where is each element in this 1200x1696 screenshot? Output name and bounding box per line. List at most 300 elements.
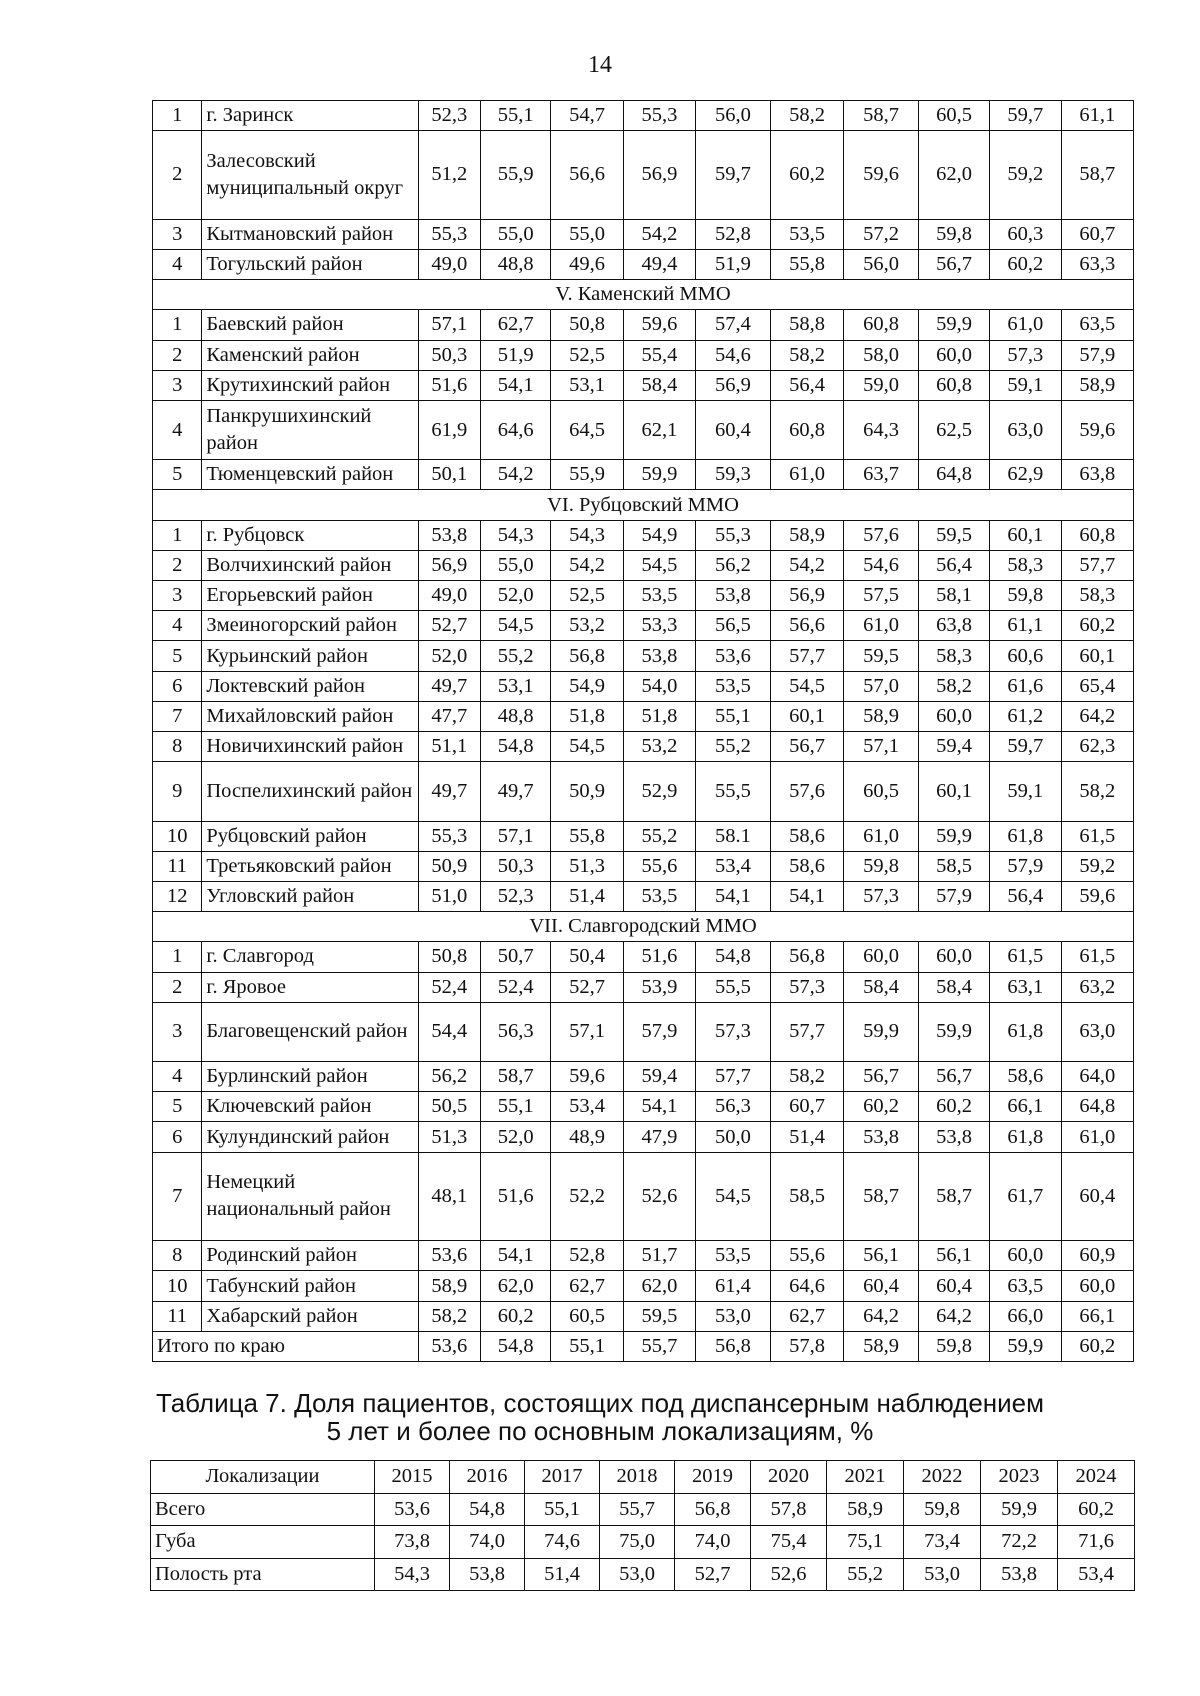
value-cell: 53,8 [623, 641, 695, 671]
value-cell: 59,2 [1061, 851, 1134, 881]
value-cell: 52,4 [481, 972, 551, 1002]
value-cell: 47,9 [623, 1122, 695, 1152]
value-cell: 53,6 [696, 641, 771, 671]
value-cell: 54,7 [551, 101, 623, 131]
value-cell: 56,8 [696, 1331, 771, 1361]
value-cell: 55,1 [696, 701, 771, 731]
value-cell: 57,9 [990, 851, 1061, 881]
value-cell: 60,4 [844, 1271, 919, 1301]
section-title: VI. Рубцовский ММО [153, 490, 1134, 520]
value-cell: 57,3 [990, 340, 1061, 370]
year-header: 2023 [981, 1461, 1058, 1494]
value-cell: 74,6 [525, 1526, 600, 1559]
value-cell: 58,2 [418, 1301, 481, 1331]
value-cell: 53,8 [450, 1558, 525, 1591]
value-cell: 54,2 [770, 550, 844, 580]
total-label: Итого по краю [153, 1331, 419, 1361]
value-cell: 57,7 [1061, 550, 1134, 580]
value-cell: 54,8 [481, 731, 551, 761]
value-cell: 60,0 [918, 340, 989, 370]
value-cell: 57,6 [844, 520, 919, 550]
value-cell: 49,0 [418, 581, 481, 611]
value-cell: 58,2 [770, 340, 844, 370]
value-cell: 64,2 [1061, 701, 1134, 731]
value-cell: 53,5 [623, 881, 695, 911]
value-cell: 66,0 [990, 1301, 1061, 1331]
value-cell: 59,1 [990, 370, 1061, 400]
value-cell: 58,7 [1061, 131, 1134, 220]
value-cell: 58,2 [770, 101, 844, 131]
value-cell: 58,9 [418, 1271, 481, 1301]
district-name: Кулундинский район [202, 1122, 418, 1152]
value-cell: 51,8 [551, 701, 623, 731]
value-cell: 63,5 [1061, 310, 1134, 340]
value-cell: 61,8 [990, 821, 1061, 851]
district-name: Табунский район [202, 1271, 418, 1301]
value-cell: 61,0 [990, 310, 1061, 340]
value-cell: 55,1 [481, 1092, 551, 1122]
value-cell: 54,6 [844, 550, 919, 580]
value-cell: 60,5 [918, 101, 989, 131]
value-cell: 65,4 [1061, 671, 1134, 701]
district-name: Рубцовский район [202, 821, 418, 851]
row-number: 5 [153, 460, 202, 490]
table-row [153, 972, 1134, 1002]
value-cell: 57,6 [770, 762, 844, 821]
value-cell: 60,0 [1061, 1271, 1134, 1301]
value-cell: 57,7 [770, 1002, 844, 1061]
district-name: Тогульский район [202, 249, 418, 279]
value-cell: 55,3 [418, 821, 481, 851]
value-cell: 60,2 [918, 1092, 989, 1122]
value-cell: 51,0 [418, 881, 481, 911]
localization-label: Всего [151, 1493, 375, 1526]
value-cell: 60,9 [1061, 1241, 1134, 1271]
value-cell: 60,4 [696, 400, 771, 459]
value-cell: 53,8 [844, 1122, 919, 1152]
year-header: 2015 [375, 1461, 450, 1494]
value-cell: 60,0 [844, 942, 919, 972]
value-cell: 54,3 [375, 1558, 450, 1591]
value-cell: 52,5 [551, 340, 623, 370]
value-cell: 58.1 [696, 821, 771, 851]
value-cell: 59,6 [1061, 400, 1134, 459]
table-row [151, 1558, 1135, 1591]
value-cell: 55,3 [696, 520, 771, 550]
value-cell: 51,3 [418, 1122, 481, 1152]
district-name: Угловский район [202, 881, 418, 911]
value-cell: 51,4 [551, 881, 623, 911]
value-cell: 61,8 [990, 1122, 1061, 1152]
value-cell: 59,9 [918, 310, 989, 340]
value-cell: 57,3 [770, 972, 844, 1002]
value-cell: 56,1 [918, 1241, 989, 1271]
value-cell: 56,7 [918, 1062, 989, 1092]
value-cell: 58,5 [918, 851, 989, 881]
value-cell: 51,3 [551, 851, 623, 881]
value-cell: 64,2 [918, 1301, 989, 1331]
value-cell: 64,5 [551, 400, 623, 459]
district-name: г. Яровое [202, 972, 418, 1002]
value-cell: 55,0 [551, 219, 623, 249]
value-cell: 48,9 [551, 1122, 623, 1152]
district-name: Змеиногорский район [202, 611, 418, 641]
table-row [153, 1062, 1134, 1092]
value-cell: 54,8 [450, 1493, 525, 1526]
value-cell: 56,6 [551, 131, 623, 220]
value-cell: 57,9 [623, 1002, 695, 1061]
value-cell: 63,7 [844, 460, 919, 490]
value-cell: 61,0 [844, 821, 919, 851]
value-cell: 61,9 [418, 400, 481, 459]
value-cell: 64,8 [918, 460, 989, 490]
row-number: 1 [153, 101, 202, 131]
value-cell: 58,6 [770, 851, 844, 881]
value-cell: 52,3 [418, 101, 481, 131]
value-cell: 59,9 [981, 1493, 1058, 1526]
value-cell: 53,4 [551, 1092, 623, 1122]
value-cell: 58,3 [990, 550, 1061, 580]
row-number: 2 [153, 131, 202, 220]
value-cell: 60,3 [990, 219, 1061, 249]
value-cell: 50,0 [696, 1122, 771, 1152]
value-cell: 53,3 [623, 611, 695, 641]
value-cell: 57,1 [481, 821, 551, 851]
value-cell: 55,5 [696, 762, 771, 821]
value-cell: 55,7 [623, 1331, 695, 1361]
row-number: 7 [153, 1152, 202, 1241]
value-cell: 59,7 [990, 731, 1061, 761]
value-cell: 55,4 [623, 340, 695, 370]
table-row [153, 851, 1134, 881]
value-cell: 59,5 [844, 641, 919, 671]
table-row [153, 101, 1134, 131]
value-cell: 56,3 [481, 1002, 551, 1061]
table-row [153, 1092, 1134, 1122]
table-row [153, 881, 1134, 911]
value-cell: 64,2 [844, 1301, 919, 1331]
value-cell: 53,4 [696, 851, 771, 881]
district-name: Каменский район [202, 340, 418, 370]
table-row [153, 611, 1134, 641]
row-number: 6 [153, 671, 202, 701]
table-row [153, 340, 1134, 370]
value-cell: 59,6 [844, 131, 919, 220]
value-cell: 48,8 [481, 701, 551, 731]
value-cell: 62,9 [990, 460, 1061, 490]
value-cell: 54,3 [551, 520, 623, 550]
value-cell: 52,6 [751, 1558, 827, 1591]
value-cell: 49,6 [551, 249, 623, 279]
value-cell: 57,0 [844, 671, 919, 701]
value-cell: 61,5 [1061, 821, 1134, 851]
value-cell: 61,2 [990, 701, 1061, 731]
value-cell: 53,6 [418, 1241, 481, 1271]
value-cell: 72,2 [981, 1526, 1058, 1559]
value-cell: 59,5 [623, 1301, 695, 1331]
value-cell: 53,1 [551, 370, 623, 400]
value-cell: 61,0 [1061, 1122, 1134, 1152]
value-cell: 59,8 [904, 1493, 981, 1526]
value-cell: 60,1 [770, 701, 844, 731]
value-cell: 55,6 [623, 851, 695, 881]
district-name: Родинский район [202, 1241, 418, 1271]
value-cell: 52,8 [696, 219, 771, 249]
value-cell: 52,5 [551, 581, 623, 611]
table-row [153, 942, 1134, 972]
year-header: 2019 [675, 1461, 751, 1494]
value-cell: 58,8 [770, 310, 844, 340]
value-cell: 56,9 [770, 581, 844, 611]
value-cell: 51,7 [623, 1241, 695, 1271]
value-cell: 62,7 [551, 1271, 623, 1301]
table-row [153, 1122, 1134, 1152]
value-cell: 53,6 [375, 1493, 450, 1526]
value-cell: 55,9 [551, 460, 623, 490]
table-row [153, 1002, 1134, 1061]
value-cell: 58,4 [844, 972, 919, 1002]
table-row [153, 550, 1134, 580]
value-cell: 49,7 [418, 762, 481, 821]
value-cell: 59,4 [623, 1062, 695, 1092]
value-cell: 52,7 [418, 611, 481, 641]
table-row [151, 1526, 1135, 1559]
table-row [153, 460, 1134, 490]
value-cell: 64,3 [844, 400, 919, 459]
value-cell: 60,2 [990, 249, 1061, 279]
value-cell: 55,8 [770, 249, 844, 279]
district-name: Баевский район [202, 310, 418, 340]
district-name: Благовещенский район [202, 1002, 418, 1061]
value-cell: 57,8 [770, 1331, 844, 1361]
value-cell: 58,9 [770, 520, 844, 550]
value-cell: 56,8 [675, 1493, 751, 1526]
value-cell: 56,7 [844, 1062, 919, 1092]
value-cell: 60,0 [918, 942, 989, 972]
value-cell: 54,5 [696, 1152, 771, 1241]
value-cell: 66,1 [990, 1092, 1061, 1122]
value-cell: 60,8 [770, 400, 844, 459]
value-cell: 55,3 [623, 101, 695, 131]
value-cell: 52,6 [623, 1152, 695, 1241]
value-cell: 59,6 [1061, 881, 1134, 911]
value-cell: 54,1 [770, 881, 844, 911]
value-cell: 56,5 [696, 611, 771, 641]
value-cell: 62,0 [623, 1271, 695, 1301]
value-cell: 52,3 [481, 881, 551, 911]
value-cell: 54,9 [623, 520, 695, 550]
value-cell: 53,8 [918, 1122, 989, 1152]
value-cell: 54,6 [696, 340, 771, 370]
value-cell: 49,7 [481, 762, 551, 821]
value-cell: 57,5 [844, 581, 919, 611]
value-cell: 48,1 [418, 1152, 481, 1241]
value-cell: 59,9 [918, 821, 989, 851]
value-cell: 60,8 [918, 370, 989, 400]
value-cell: 58,0 [844, 340, 919, 370]
value-cell: 54,1 [623, 1092, 695, 1122]
row-number: 12 [153, 881, 202, 911]
row-number: 9 [153, 762, 202, 821]
value-cell: 58,9 [827, 1493, 904, 1526]
value-cell: 55,0 [481, 219, 551, 249]
localization-table [150, 1460, 1135, 1591]
value-cell: 61,5 [990, 942, 1061, 972]
row-number: 11 [153, 851, 202, 881]
value-cell: 51,1 [418, 731, 481, 761]
value-cell: 55,2 [481, 641, 551, 671]
value-cell: 74,0 [450, 1526, 525, 1559]
value-cell: 74,0 [675, 1526, 751, 1559]
value-cell: 57,2 [844, 219, 919, 249]
value-cell: 61,0 [844, 611, 919, 641]
row-number: 10 [153, 1271, 202, 1301]
section-row [153, 490, 1134, 520]
value-cell: 54,1 [481, 1241, 551, 1271]
value-cell: 52,0 [481, 581, 551, 611]
value-cell: 50,3 [481, 851, 551, 881]
value-cell: 73,4 [904, 1526, 981, 1559]
value-cell: 58,7 [844, 101, 919, 131]
year-header: 2016 [450, 1461, 525, 1494]
table-row [153, 310, 1134, 340]
value-cell: 56,7 [918, 249, 989, 279]
value-cell: 50,9 [551, 762, 623, 821]
value-cell: 55,5 [696, 972, 771, 1002]
value-cell: 58,3 [918, 641, 989, 671]
value-cell: 59,0 [844, 370, 919, 400]
year-header: 2024 [1058, 1461, 1135, 1494]
table-row [151, 1493, 1135, 1526]
value-cell: 54,2 [551, 550, 623, 580]
value-cell: 54,5 [623, 550, 695, 580]
row-number: 3 [153, 219, 202, 249]
value-cell: 54,3 [481, 520, 551, 550]
value-cell: 53,5 [770, 219, 844, 249]
value-cell: 59,9 [623, 460, 695, 490]
value-cell: 60,0 [990, 1241, 1061, 1271]
value-cell: 57,9 [1061, 340, 1134, 370]
value-cell: 53,2 [551, 611, 623, 641]
value-cell: 58,9 [844, 1331, 919, 1361]
row-number: 4 [153, 400, 202, 459]
value-cell: 49,0 [418, 249, 481, 279]
row-number: 3 [153, 581, 202, 611]
value-cell: 63,0 [990, 400, 1061, 459]
value-cell: 56,4 [770, 370, 844, 400]
value-cell: 53,5 [696, 1241, 771, 1271]
table7-caption-line1: Таблица 7. Доля пациентов, состоящих под диспансерным наблюдением [156, 1388, 1044, 1418]
value-cell: 55,2 [696, 731, 771, 761]
row-number: 3 [153, 370, 202, 400]
value-cell: 56,3 [696, 1092, 771, 1122]
value-cell: 55,6 [770, 1241, 844, 1271]
value-cell: 63,3 [1061, 249, 1134, 279]
value-cell: 57,7 [770, 641, 844, 671]
localization-label: Губа [151, 1526, 375, 1559]
value-cell: 58,7 [481, 1062, 551, 1092]
value-cell: 56,2 [418, 1062, 481, 1092]
value-cell: 61,7 [990, 1152, 1061, 1241]
district-name: Бурлинский район [202, 1062, 418, 1092]
value-cell: 59,1 [990, 762, 1061, 821]
value-cell: 54,5 [770, 671, 844, 701]
value-cell: 47,7 [418, 701, 481, 731]
value-cell: 53,5 [623, 581, 695, 611]
value-cell: 58,6 [770, 821, 844, 851]
value-cell: 53,4 [1058, 1558, 1135, 1591]
page-number: 14 [588, 52, 612, 78]
section-title: VII. Славгородский ММО [153, 912, 1134, 942]
value-cell: 59,8 [990, 581, 1061, 611]
value-cell: 54,9 [551, 671, 623, 701]
value-cell: 50,4 [551, 942, 623, 972]
row-number: 8 [153, 731, 202, 761]
value-cell: 59,8 [844, 851, 919, 881]
value-cell: 59,2 [990, 131, 1061, 220]
value-cell: 51,4 [770, 1122, 844, 1152]
value-cell: 59,8 [918, 219, 989, 249]
value-cell: 60,2 [1061, 611, 1134, 641]
value-cell: 51,9 [481, 340, 551, 370]
value-cell: 59,6 [623, 310, 695, 340]
value-cell: 55,1 [525, 1493, 600, 1526]
value-cell: 53,0 [600, 1558, 675, 1591]
district-name: г. Славгород [202, 942, 418, 972]
value-cell: 60,6 [990, 641, 1061, 671]
value-cell: 60,7 [1061, 219, 1134, 249]
value-cell: 56,0 [844, 249, 919, 279]
value-cell: 58,9 [844, 701, 919, 731]
value-cell: 52,8 [551, 1241, 623, 1271]
value-cell: 63,8 [918, 611, 989, 641]
value-cell: 57,8 [751, 1493, 827, 1526]
district-name: г. Заринск [202, 101, 418, 131]
year-header: 2020 [751, 1461, 827, 1494]
row-number: 10 [153, 821, 202, 851]
value-cell: 58,7 [844, 1152, 919, 1241]
value-cell: 75,4 [751, 1526, 827, 1559]
row-number: 1 [153, 520, 202, 550]
value-cell: 60,5 [844, 762, 919, 821]
row-number: 2 [153, 550, 202, 580]
value-cell: 59,5 [918, 520, 989, 550]
value-cell: 64,0 [1061, 1062, 1134, 1092]
value-cell: 61,8 [990, 1002, 1061, 1061]
value-cell: 58,1 [918, 581, 989, 611]
value-cell: 64,8 [1061, 1092, 1134, 1122]
value-cell: 52,0 [481, 1122, 551, 1152]
value-cell: 59,4 [918, 731, 989, 761]
row-number: 1 [153, 310, 202, 340]
value-cell: 60,8 [1061, 520, 1134, 550]
district-name: Хабарский район [202, 1301, 418, 1331]
value-cell: 51,6 [418, 370, 481, 400]
value-cell: 50,8 [418, 942, 481, 972]
value-cell: 62,0 [918, 131, 989, 220]
value-cell: 53,8 [981, 1558, 1058, 1591]
value-cell: 60,4 [918, 1271, 989, 1301]
row-number: 5 [153, 641, 202, 671]
row-number: 8 [153, 1241, 202, 1271]
value-cell: 58,9 [1061, 370, 1134, 400]
value-cell: 49,7 [418, 671, 481, 701]
value-cell: 60,2 [1061, 1331, 1134, 1361]
district-name: Волчихинский район [202, 550, 418, 580]
value-cell: 58,2 [770, 1062, 844, 1092]
value-cell: 55,9 [481, 131, 551, 220]
value-cell: 59,7 [990, 101, 1061, 131]
